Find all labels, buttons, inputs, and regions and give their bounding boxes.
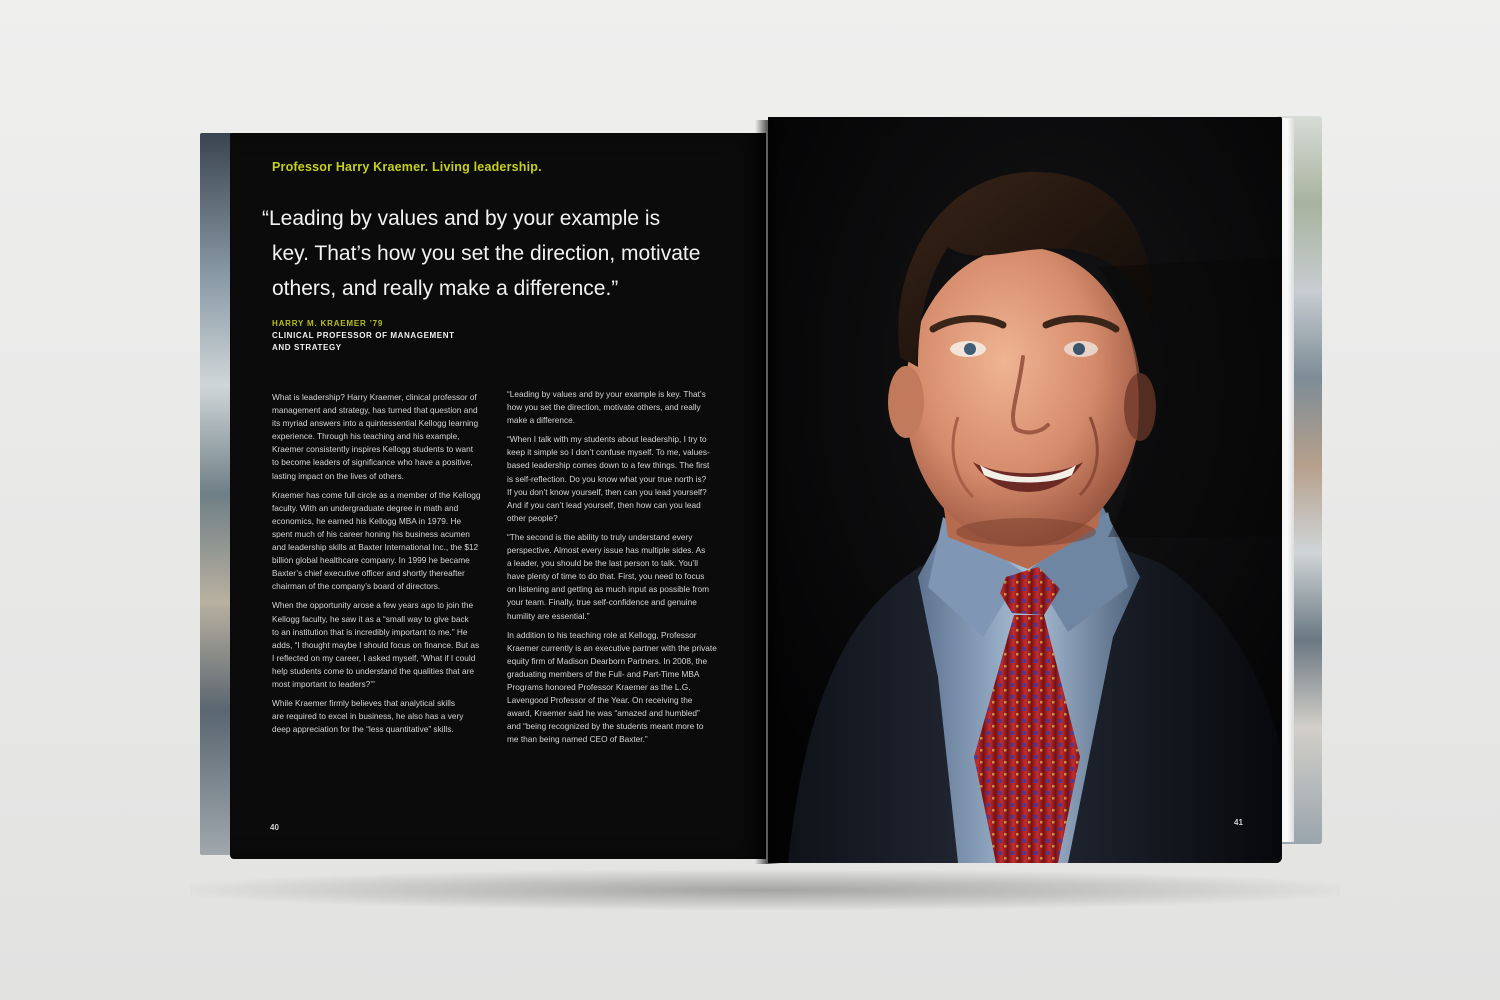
- portrait-photo: [768, 117, 1282, 863]
- body-column-2: [507, 388, 743, 752]
- body-line: to an institution that is incredibly important to me.” He: [272, 626, 468, 637]
- left-page-edges: [200, 133, 232, 855]
- body-line: Baxter’s chief executive officer and shortly thereafter: [272, 568, 465, 579]
- pull-quote: [262, 201, 742, 306]
- page-number-left: 40: [270, 823, 279, 832]
- body-line: “When I talk with my students about leadership, I try to: [507, 434, 707, 445]
- body-line: Kellogg faculty, he saw it as a “small way to give back: [272, 613, 469, 624]
- body-line: have plenty of time to do that. First, you need to focus: [507, 571, 705, 582]
- body-line: experience. Through his teaching and his example,: [272, 431, 460, 442]
- body-line: and leadership skills at Baxter International Inc., the $12: [272, 542, 479, 553]
- body-line: “The second is the ability to truly understand every: [507, 531, 693, 542]
- body-line: Kraemer consistently inspires Kellogg students to want: [272, 444, 474, 455]
- body-line: perspective. Almost every issue has multiple sides. As: [507, 545, 706, 556]
- body-line: management and strategy, has turned that question and: [272, 405, 478, 416]
- body-line: chairman of the company’s board of directors.: [272, 581, 441, 592]
- pull-quote-line: others, and really make a difference.”: [272, 277, 619, 300]
- body-line: make a difference.: [507, 415, 576, 426]
- body-line: Kraemer has come full circle as a member of the Kellogg: [272, 489, 481, 500]
- body-paragraph: [507, 388, 743, 427]
- body-paragraph: [272, 391, 494, 483]
- body-line: I reflected on my career, I asked myself, ‘What if I could: [272, 652, 476, 663]
- body-line: most important to leaders?’”: [272, 678, 375, 689]
- body-line: billion global healthcare company. In 1999 he became: [272, 555, 470, 566]
- right-page-sheet-edge: [1280, 118, 1294, 842]
- byline-title-line: CLINICAL PROFESSOR OF MANAGEMENT: [272, 331, 455, 340]
- body-line: lasting impact on the lives of others.: [272, 470, 404, 481]
- body-line: humility are essential.”: [507, 610, 590, 621]
- body-line: help students come to understand the qualities that are: [272, 665, 475, 676]
- body-line: me than being named CEO of Baxter.”: [507, 734, 648, 745]
- body-line: its myriad answers into a quintessential Kellogg learning: [272, 418, 479, 429]
- body-line: What is leadership? Harry Kraemer, clinical professor of: [272, 392, 477, 402]
- body-line: deep appreciation for the “less quantitative” skills.: [272, 724, 454, 735]
- byline-title-line: AND STRATEGY: [272, 343, 342, 352]
- body-line: economics, he earned his Kellogg MBA in 1979. He: [272, 515, 462, 526]
- body-line: award, Kraemer said he was “amazed and humbled”: [507, 708, 700, 719]
- body-line: to become leaders of significance who have a positive,: [272, 457, 473, 468]
- body-line: based leadership comes down to a few things. The first: [507, 460, 710, 471]
- body-line: Programs honored Professor Kraemer as the L.G.: [507, 681, 691, 692]
- pull-quote-line: “Leading by values and by your example is: [262, 207, 661, 230]
- body-column-1: [272, 391, 494, 742]
- body-paragraph: [507, 433, 743, 525]
- book-gutter: [755, 120, 781, 864]
- body-line: spent much of his career honing his business acumen: [272, 528, 470, 539]
- body-line: equity firm of Madison Dearborn Partners. In 2008, the: [507, 655, 708, 666]
- body-line: and “being recognized by the students meant more to: [507, 721, 704, 732]
- body-line: And if you can’t lead yourself, then how can you lead: [507, 499, 701, 510]
- body-line: adds, “I thought maybe I should focus on finance. But as: [272, 639, 480, 650]
- body-line: a leader, you should be the last person to talk. You’ll: [507, 558, 698, 569]
- body-line: “Leading by values and by your example is key. That’s: [507, 389, 706, 399]
- body-line: If you don’t know yourself, then can you lead yourself?: [507, 486, 707, 497]
- body-line: how you set the direction, motivate others, and really: [507, 402, 701, 413]
- body-line: While Kraemer firmly believes that analytical skills: [272, 698, 456, 709]
- body-line: on listening and getting as much input as possible from: [507, 584, 710, 595]
- body-line: is self-reflection. Do you know what your true north is?: [507, 473, 707, 484]
- left-page: [230, 133, 766, 859]
- body-line: your team. Finally, true self-confidence and genuine: [507, 597, 697, 608]
- body-line: graduating members of the Full- and Part-Time MBA: [507, 668, 700, 679]
- body-line: In addition to his teaching role at Kellogg, Professor: [507, 629, 697, 640]
- pull-quote-line: key. That’s how you set the direction, motivate: [272, 242, 701, 265]
- body-paragraph: [272, 489, 494, 594]
- body-line: When the opportunity arose a few years ago to join the: [272, 600, 474, 611]
- body-line: Kraemer currently is an executive partner with the private: [507, 642, 717, 653]
- body-paragraph: [272, 599, 494, 691]
- article-kicker: Professor Harry Kraemer. Living leadership.: [272, 160, 542, 174]
- right-page: [768, 117, 1282, 863]
- page-number-right: 41: [1234, 818, 1243, 827]
- body-line: faculty. With an undergraduate degree in math and: [272, 502, 459, 513]
- body-line: are required to excel in business, he also has a very: [272, 711, 464, 722]
- body-paragraph: [272, 697, 494, 736]
- body-line: Lavengood Professor of the Year. On receiving the: [507, 695, 693, 706]
- byline-title: [272, 330, 455, 354]
- byline-name: HARRY M. KRAEMER ’79: [272, 319, 384, 328]
- body-line: other people?: [507, 512, 558, 523]
- body-line: keep it simple so I don’t confuse myself. To me, values-: [507, 447, 710, 458]
- body-paragraph: [507, 531, 743, 623]
- body-paragraph: [507, 629, 743, 747]
